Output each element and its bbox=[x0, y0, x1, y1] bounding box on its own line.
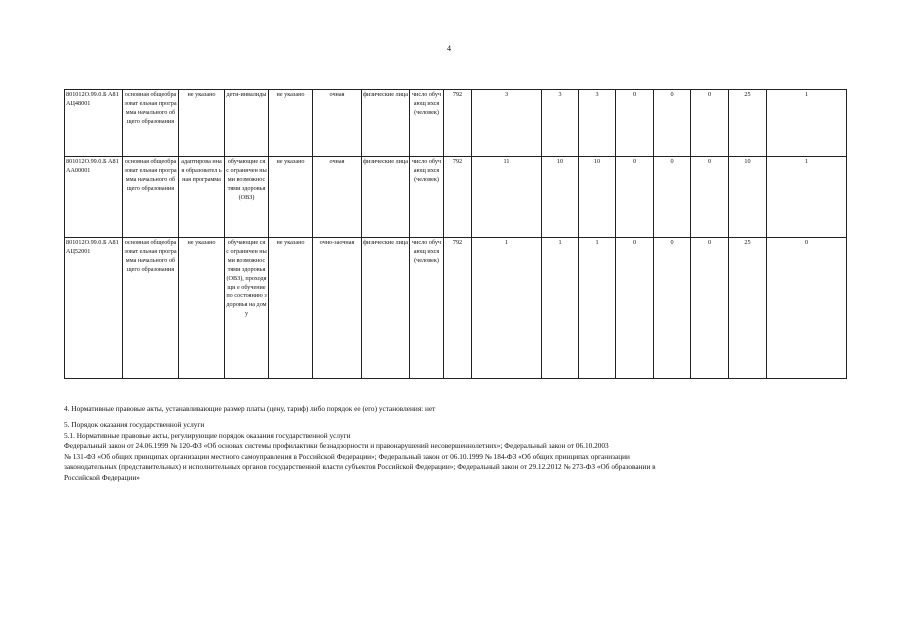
location-cell: не указано bbox=[269, 238, 313, 379]
value-cell: 0 bbox=[616, 238, 654, 379]
regulatory-acts-line: Российской Федерации» bbox=[64, 472, 140, 482]
okei-code-cell: 792 bbox=[444, 238, 472, 379]
deviation-cell: 25 bbox=[729, 238, 767, 379]
regulatory-acts-line: Федеральный закон от 24.06.1999 № 120-ФЗ «Об основах системы профилактики безнадзорности и правонарушений несовершеннолетних»; Федеральный закон от 06.10.2003 bbox=[64, 441, 609, 451]
value-cell: 0 bbox=[616, 90, 654, 157]
student-category-cell: дети-инвалиды bbox=[225, 90, 269, 157]
form-of-study-cell: очная bbox=[313, 90, 362, 157]
service-order-title: 5. Порядок оказания государственной услуги bbox=[64, 420, 205, 429]
program-type-cell: не указано bbox=[179, 90, 225, 157]
table-row bbox=[65, 157, 847, 238]
form-of-study-cell: очная bbox=[313, 157, 362, 238]
form-of-study-cell: очно-заочная bbox=[313, 238, 362, 379]
page-number: 4 bbox=[447, 44, 451, 53]
regulatory-acts-line: № 131-ФЗ «Об общих принципах организации местного самоуправления в Российской Федерации»; Федеральный закон от 06.10.1999 № 184-ФЗ «Об общих принципах организации bbox=[64, 451, 630, 461]
program-cell: основная общеобразоват ельная программа начального общего образования bbox=[123, 238, 179, 379]
indicator-name-cell: число обучающ ихся (человек) bbox=[410, 238, 444, 379]
value-cell: 0 bbox=[654, 90, 691, 157]
deviation-cell: 0 bbox=[767, 238, 847, 379]
section-5-notes bbox=[64, 420, 844, 484]
value-cell: 0 bbox=[691, 90, 729, 157]
deviation-cell: 10 bbox=[729, 157, 767, 238]
deviation-cell: 25 bbox=[729, 90, 767, 157]
value-cell: 10 bbox=[579, 157, 616, 238]
value-cell: 3 bbox=[542, 90, 579, 157]
value-cell: 0 bbox=[654, 157, 691, 238]
table-row bbox=[65, 238, 847, 379]
deviation-cell: 1 bbox=[767, 90, 847, 157]
okei-code-cell: 792 bbox=[444, 157, 472, 238]
location-cell: не указано bbox=[269, 90, 313, 157]
value-cell: 11 bbox=[472, 157, 542, 238]
program-type-cell: не указано bbox=[179, 238, 225, 379]
services-table bbox=[64, 89, 847, 379]
deviation-cell: 1 bbox=[767, 157, 847, 238]
value-cell: 0 bbox=[616, 157, 654, 238]
value-cell: 1 bbox=[579, 238, 616, 379]
value-cell: 3 bbox=[579, 90, 616, 157]
indicator-name-cell: число обучающ ихся (человек) bbox=[410, 90, 444, 157]
regulatory-acts-title: 5.1. Нормативные правовые акты, регулирующие порядок оказания государственной услуги bbox=[64, 430, 351, 440]
value-cell: 10 bbox=[542, 157, 579, 238]
value-cell: 1 bbox=[542, 238, 579, 379]
regulatory-acts-line: законодательных (представительных) и исполнительных органов государственной власти субъектов Российской Федерации»; Федеральный закон от 29.12.2012 № 273-ФЗ «Об образовании в bbox=[64, 462, 656, 472]
student-category-cell: обучающие ся с ограничен ными возможнос тями здоровья (ОВЗ) bbox=[225, 157, 269, 238]
value-cell: 3 bbox=[472, 90, 542, 157]
registry-code-cell: 801012О.99.0.Б А81АЦ52001 bbox=[65, 238, 123, 379]
program-type-cell: адаптирова нная образовател ьная программа bbox=[179, 157, 225, 238]
value-cell: 0 bbox=[654, 238, 691, 379]
consumer-category-cell: физические лица bbox=[362, 157, 410, 238]
value-cell: 0 bbox=[691, 157, 729, 238]
fee-regulation-text: 4. Нормативные правовые акты, устанавливающие размер платы (цену, тариф) либо порядок ее (его) установления: нет bbox=[64, 404, 436, 413]
program-cell: основная общеобразоват ельная программа начального общего образования bbox=[123, 157, 179, 238]
okei-code-cell: 792 bbox=[444, 90, 472, 157]
value-cell: 1 bbox=[472, 238, 542, 379]
table-row bbox=[65, 90, 847, 157]
registry-code-cell: 801012О.99.0.Б А81АЦ48001 bbox=[65, 90, 123, 157]
section-4-notes bbox=[64, 404, 844, 415]
program-cell: основная общеобразоват ельная программа начального общего образования bbox=[123, 90, 179, 157]
consumer-category-cell: физические лица bbox=[362, 90, 410, 157]
consumer-category-cell: физические лица bbox=[362, 238, 410, 379]
student-category-cell: обучающие ся с ограничен ными возможнос тями здоровья (ОВЗ), проходящи е обучение по состоянию здоровья на дому bbox=[225, 238, 269, 379]
value-cell: 0 bbox=[691, 238, 729, 379]
indicator-name-cell: число обучающ ихся (человек) bbox=[410, 157, 444, 238]
location-cell: не указано bbox=[269, 157, 313, 238]
registry-code-cell: 801012О.99.0.Б А81АА00001 bbox=[65, 157, 123, 238]
